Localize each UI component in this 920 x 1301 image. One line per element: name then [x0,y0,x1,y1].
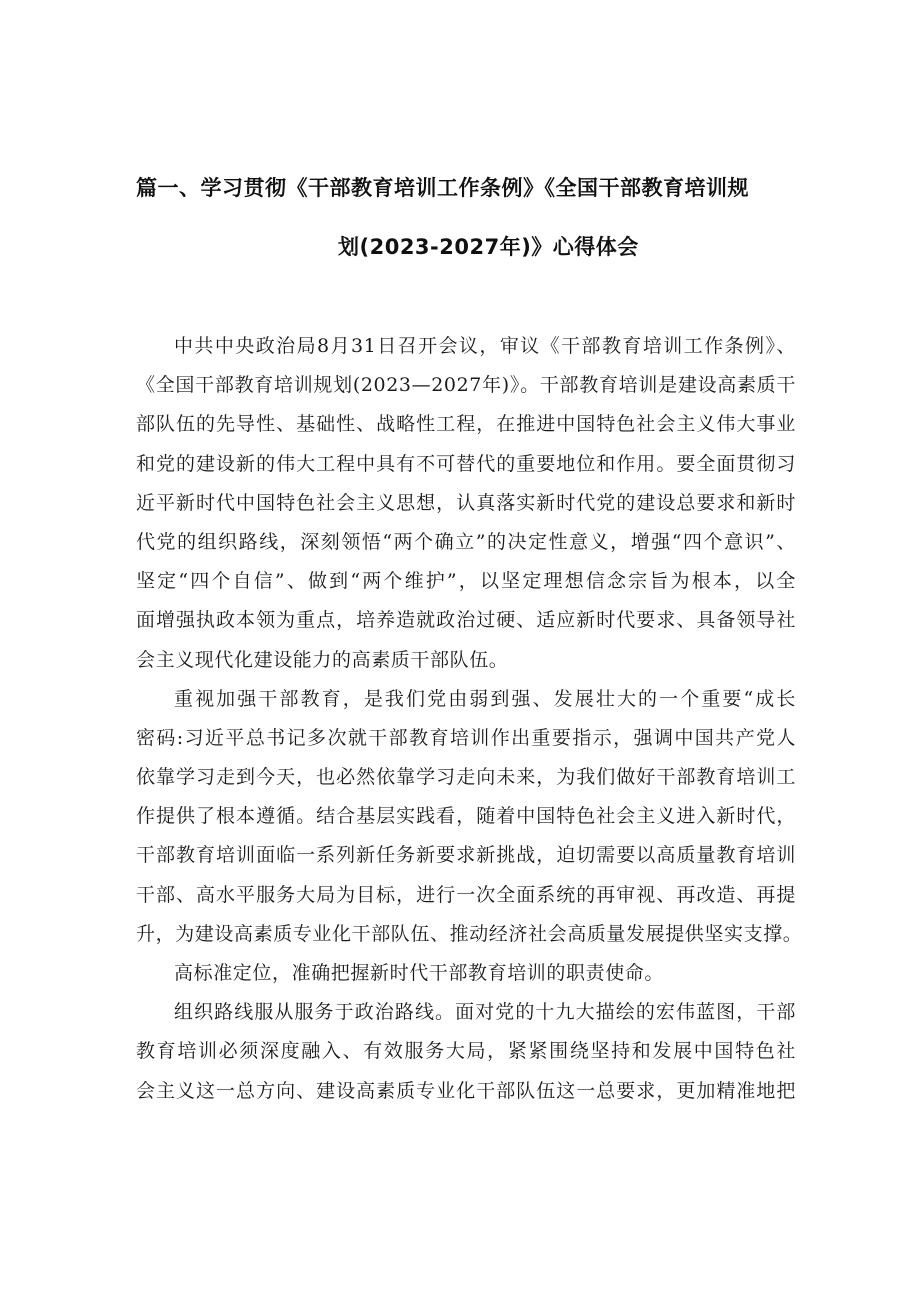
paragraph-line: 组织路线服从服务于政治路线。面对党的十九大描绘的宏伟蓝图，干部 [174,1001,796,1024]
paragraph [136,954,796,993]
document-title-line-1: 篇一、学习贯彻《干部教育培训工作条例》《全国干部教育培训规 [136,176,749,200]
paragraph-line: 代党的组织路线，深刻领悟“两个确立”的决定性意义，增强“四个意识”、 [136,530,796,553]
paragraph [136,680,803,954]
paragraph-line: 作提供了根本遵循。结合基层实践看，随着中国特色社会主义进入新时代， [136,805,796,828]
paragraph-line: 《全国干部教育培训规划(2023—2027年)》。干部教育培训是建设高素质干 [136,374,796,397]
document-title-line-2: 划(2023-2027年)》心得体会 [338,235,639,259]
paragraph-line: 依靠学习走到今天，也必然依靠学习走向未来，为我们做好干部教育培训工 [136,766,796,789]
paragraph-line: 高标准定位，准确把握新时代干部教育培训的职责使命。 [174,962,665,984]
paragraph [136,327,796,680]
paragraph-line: 和党的建设新的伟大工程中具有不可替代的重要地位和作用。要全面贯彻习 [136,452,796,475]
paragraph-line: 密码:习近平总书记多次就干部教育培训作出重要指示，强调中国共产党人 [136,726,796,749]
paragraph-line: 中共中央政治局8月31日召开会议，审议《干部教育培训工作条例》、 [174,335,796,357]
paragraph-line: 会主义现代化建设能力的高素质干部队伍。 [136,648,509,671]
paragraph [136,993,796,1111]
paragraph-line: 教育培训必须深度融入、有效服务大局，紧紧围绕坚持和发展中国特色社 [136,1040,796,1063]
paragraph-line: 近平新时代中国特色社会主义思想，认真落实新时代党的建设总要求和新时 [136,491,796,514]
paragraph-line: 重视加强干部教育，是我们党由弱到强、发展壮大的一个重要“成长 [174,687,796,710]
paragraph-line: 坚定“四个自信”、做到“两个维护”，以坚定理想信念宗旨为根本，以全 [136,570,796,593]
paragraph-line: 会主义这一总方向、建设高素质专业化干部队伍这一总要求，更加精准地把 [136,1079,796,1102]
paragraph-line: 面增强执政本领为重点，培养造就政治过硬、适应新时代要求、具备领导社 [136,609,796,632]
paragraph-line: 部队伍的先导性、基础性、战略性工程，在推进中国特色社会主义伟大事业 [136,413,796,436]
paragraph-line: 升，为建设高素质专业化干部队伍、推动经济社会高质量发展提供坚实支撑。 [136,922,803,945]
paragraph-line: 干部教育培训面临一系列新任务新要求新挑战，迫切需要以高质量教育培训 [136,844,796,867]
paragraph-line: 干部、高水平服务大局为目标，进行一次全面系统的再审视、再改造、再提 [136,883,796,906]
document-body [136,327,803,1111]
